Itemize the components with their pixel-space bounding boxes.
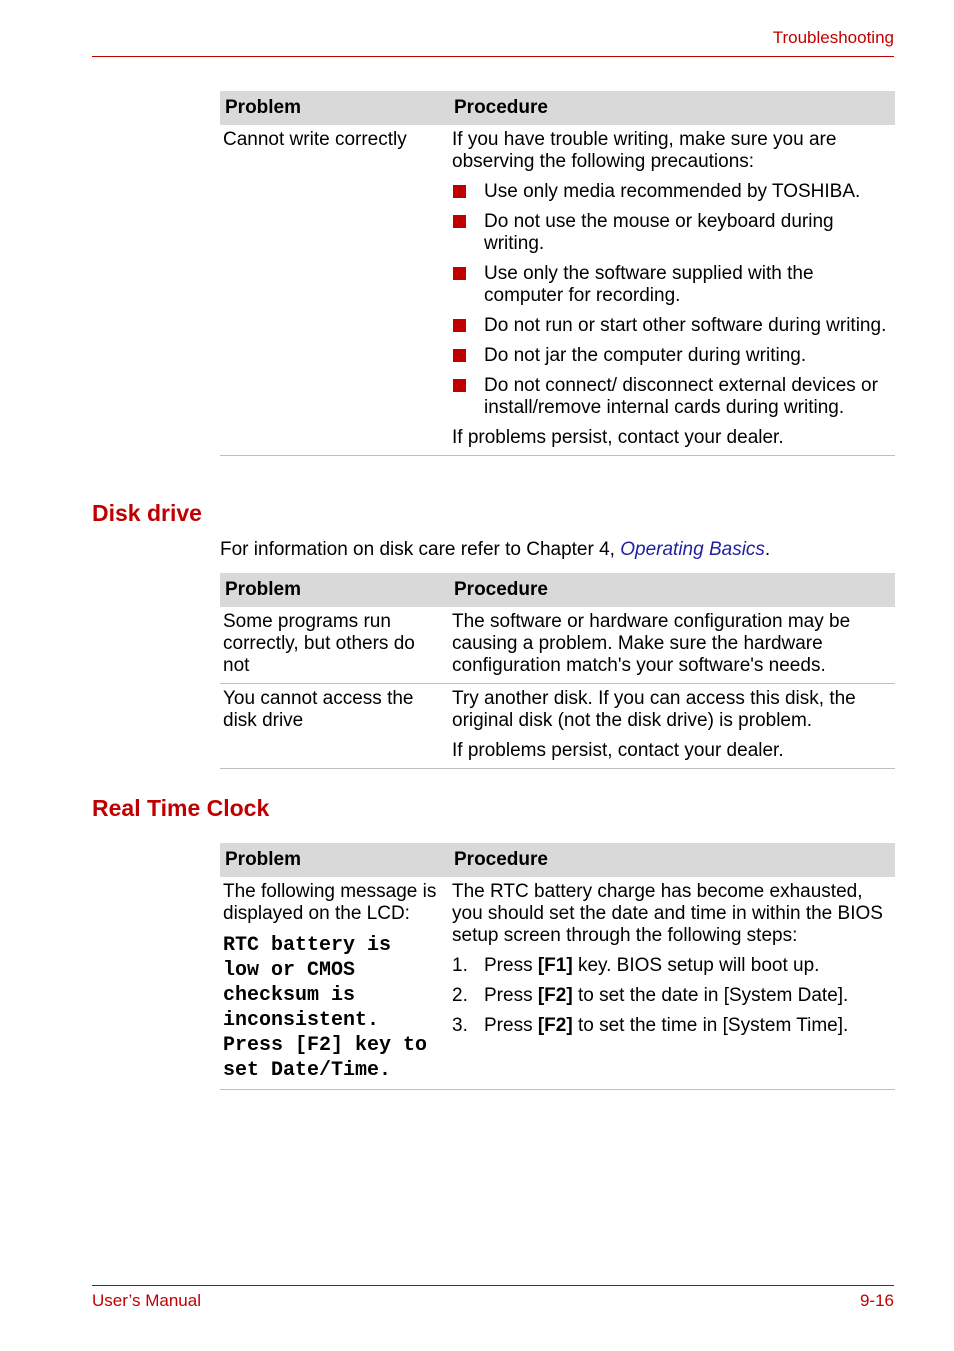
list-item-text: Do not run or start other software during writing.: [484, 315, 887, 336]
step-key: [F2]: [537, 985, 573, 1006]
list-item: [452, 985, 892, 1007]
step-key: [F1]: [537, 955, 573, 976]
list-item: [452, 315, 892, 337]
step-key: [F2]: [537, 1015, 573, 1036]
procedure-intro: If you have trouble writing, make sure you are observing the following precautions:: [452, 129, 837, 172]
table-row: [220, 607, 895, 684]
square-bullet-icon: [453, 185, 466, 198]
procedure-cell: The software or hardware configuration may be causing a problem. Make sure the hardware configuration match's your software's needs.: [449, 607, 895, 684]
step-text: to set the date in [System Date].: [572, 985, 849, 1006]
lcd-message: [223, 933, 446, 1083]
lcd-message-line: checksum is: [223, 984, 356, 1007]
operating-basics-link[interactable]: Operating Basics: [620, 539, 765, 560]
section-heading-disk-drive: Disk drive: [92, 500, 202, 526]
problem-cell: Some programs run correctly, but others do not: [220, 607, 449, 684]
list-item: [452, 211, 892, 255]
procedure-cell: [449, 877, 895, 1090]
table-header-row: [220, 573, 895, 607]
step-number: 2.: [452, 985, 468, 1006]
procedure-text: The RTC battery charge has become exhausted, you should set the date and time in within the BIOS setup screen through the following steps:: [452, 881, 883, 946]
list-item-text: Use only media recommended by TOSHIBA.: [484, 181, 861, 202]
problem-text: The following message is displayed on the LCD:: [223, 881, 437, 924]
table-row: [220, 877, 895, 1090]
problem-column-header: Problem: [220, 573, 449, 607]
list-item: [452, 375, 892, 419]
list-item-text: Do not connect/ disconnect external devices or install/remove internal cards during writing.: [484, 375, 878, 418]
list-item: [452, 181, 892, 203]
procedure-cell: [449, 684, 895, 769]
writing-problems-table: [220, 91, 895, 456]
list-item-text: Do not use the mouse or keyboard during writing.: [484, 211, 834, 254]
list-item-text: Use only the software supplied with the computer for recording.: [484, 263, 814, 306]
bios-steps-list: [452, 955, 892, 1037]
step-text: key. BIOS setup will boot up.: [572, 955, 820, 976]
square-bullet-icon: [453, 349, 466, 362]
procedure-text: If problems persist, contact your dealer.: [452, 740, 784, 761]
procedure-outro: If problems persist, contact your dealer.: [452, 427, 784, 448]
list-item-text: Do not jar the computer during writing.: [484, 345, 807, 366]
lcd-message-line: set Date/Time.: [223, 1059, 392, 1082]
page-number: 9-16: [859, 1291, 894, 1310]
lcd-message-line: inconsistent.: [223, 1009, 380, 1032]
square-bullet-icon: [453, 267, 466, 280]
procedure-cell: [449, 125, 895, 456]
precautions-list: [452, 181, 892, 419]
step-number: 1.: [452, 955, 468, 976]
table-header-row: [220, 843, 895, 877]
procedure-column-header: Procedure: [449, 91, 895, 125]
square-bullet-icon: [453, 215, 466, 228]
step-number: 3.: [452, 1015, 468, 1036]
list-item: [452, 1015, 892, 1037]
list-item: [452, 955, 892, 977]
section-heading-real-time-clock: Real Time Clock: [92, 795, 270, 821]
square-bullet-icon: [453, 319, 466, 332]
list-item: [452, 263, 892, 307]
square-bullet-icon: [453, 379, 466, 392]
problem-cell: Cannot write correctly: [220, 125, 449, 456]
step-text: Press: [484, 955, 538, 976]
procedure-text: Try another disk. If you can access this disk, the original disk (not the disk drive) is problem.: [452, 688, 856, 731]
step-text: Press: [484, 1015, 538, 1036]
problem-column-header: Problem: [220, 843, 449, 877]
lcd-message-line: low or CMOS: [223, 959, 356, 982]
header-rule: [92, 56, 894, 57]
disk-drive-intro: [220, 539, 770, 561]
problem-column-header: Problem: [220, 91, 449, 125]
table-row: [220, 125, 895, 456]
lcd-message-line: RTC battery is: [223, 934, 392, 957]
intro-end: .: [764, 539, 771, 560]
problem-cell: [220, 877, 449, 1090]
intro-text: For information on disk care refer to Chapter 4,: [220, 539, 621, 560]
procedure-column-header: Procedure: [449, 573, 895, 607]
list-item: [452, 345, 892, 367]
step-text: to set the time in [System Time].: [572, 1015, 849, 1036]
lcd-message-line: Press [F2] key to: [223, 1034, 428, 1057]
footer-manual-title: User’s Manual: [92, 1291, 201, 1310]
disk-drive-table: [220, 573, 895, 769]
step-text: Press: [484, 985, 538, 1006]
procedure-column-header: Procedure: [449, 843, 895, 877]
rtc-table: [220, 843, 895, 1090]
footer-rule: [92, 1285, 894, 1286]
table-header-row: [220, 91, 895, 125]
table-row: [220, 684, 895, 769]
header-section-title: Troubleshooting: [772, 28, 894, 47]
problem-cell: You cannot access the disk drive: [220, 684, 449, 769]
